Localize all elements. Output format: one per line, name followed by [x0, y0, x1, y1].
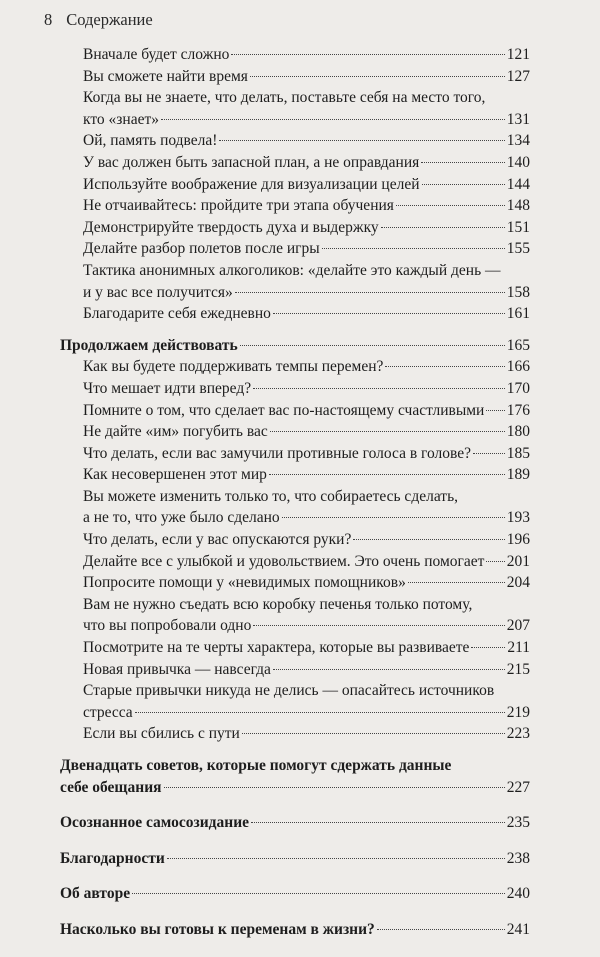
- toc-entry: [60, 238, 530, 260]
- dot-leader: [250, 76, 505, 77]
- toc-entry: [60, 486, 530, 529]
- dot-leader: [486, 561, 504, 562]
- toc-entry-title: что вы попробовали одно: [83, 617, 252, 635]
- toc-page-number: 238: [506, 849, 530, 867]
- dot-leader: [273, 313, 505, 314]
- toc-chapter: [60, 335, 530, 357]
- toc-page-number: 227: [506, 778, 530, 796]
- toc-entry-title: Не дайте «им» погубить вас: [83, 423, 268, 441]
- toc-entry-title: Вначале будет сложно: [83, 46, 230, 63]
- dot-leader: [471, 647, 505, 648]
- table-of-contents: [60, 44, 530, 941]
- toc-entry-title: Когда вы не знаете, что делать, поставьте себя на место того,: [83, 89, 486, 107]
- toc-chapter: [60, 812, 530, 834]
- toc-page-number: 134: [506, 132, 530, 150]
- toc-entry: [60, 723, 530, 745]
- toc-page-number: 240: [506, 885, 530, 903]
- dot-leader: [219, 140, 504, 141]
- toc-entry-title: Вы можете изменить только то, что собираетесь сделать,: [83, 487, 459, 505]
- dot-leader: [242, 733, 505, 734]
- toc-page-number: 166: [506, 358, 530, 376]
- dot-leader: [353, 539, 504, 540]
- toc-page-number: 189: [506, 466, 530, 484]
- toc-entry-title: Об авторе: [60, 885, 131, 903]
- toc-entry-title: и у вас все получится»: [83, 283, 233, 301]
- toc-page-number: 127: [506, 67, 530, 85]
- toc-entry-title: Используйте воображение для визуализации целей: [83, 175, 420, 193]
- dot-leader: [135, 712, 505, 713]
- toc-page-number: 155: [506, 240, 530, 258]
- toc-chapter: [60, 848, 530, 870]
- toc-page-number: 211: [507, 639, 530, 657]
- toc-entry: [60, 464, 530, 486]
- toc-entry: [60, 303, 530, 325]
- toc-entry-title: У вас должен быть запасной план, а не оправдания: [83, 153, 420, 171]
- dot-leader: [269, 474, 505, 475]
- toc-entry: [60, 378, 530, 400]
- toc-entry: [60, 443, 530, 465]
- toc-entry-title: Продолжаем действовать: [60, 336, 238, 354]
- toc-entry: [60, 356, 530, 378]
- toc-page-number: 235: [506, 814, 530, 832]
- toc-entry: [60, 572, 530, 594]
- toc-entry-title: Вам не нужно съедать всю коробку печенья только потому,: [83, 595, 473, 613]
- toc-entry: [60, 87, 530, 130]
- toc-page-number: 158: [506, 283, 530, 301]
- toc-entry-title: Демонстрируйте твердость духа и выдержку: [83, 218, 379, 236]
- toc-entry-title: Делайте все с улыбкой и удовольствием. Это очень помогает: [83, 552, 485, 570]
- dot-leader: [322, 248, 505, 249]
- toc-entry-title: Как несовершенен этот мир: [83, 466, 267, 484]
- toc-entry-title: стресса: [83, 703, 133, 721]
- dot-leader: [167, 858, 505, 859]
- toc-entry: [60, 195, 530, 217]
- toc-page-number: 201: [506, 552, 530, 570]
- dot-leader: [273, 669, 505, 670]
- toc-page-number: 161: [506, 305, 530, 323]
- toc-entry: [60, 680, 530, 723]
- toc-entry-title: Осознанное самосозидание: [60, 814, 250, 832]
- dot-leader: [486, 410, 504, 411]
- toc-page-number: 185: [506, 444, 530, 462]
- toc-page-number: 215: [506, 660, 530, 678]
- toc-entry-title: Насколько вы готовы к переменам в жизни?: [60, 920, 375, 938]
- dot-leader: [253, 625, 504, 626]
- toc-chapter: [60, 919, 530, 941]
- dot-leader: [408, 582, 505, 583]
- toc-entry-title: Благодарности: [60, 849, 165, 867]
- dot-leader: [132, 893, 505, 894]
- toc-entry: [60, 529, 530, 551]
- toc-entry-title: кто «знает»: [83, 110, 159, 128]
- toc-entry-title: Что делать, если у вас опускаются руки?: [83, 531, 352, 549]
- toc-page-number: 170: [506, 379, 530, 397]
- toc-entry: [60, 400, 530, 422]
- dot-leader: [164, 787, 505, 788]
- toc-entry-title: Если вы сбились с пути: [83, 725, 240, 743]
- toc-entry: [60, 152, 530, 174]
- toc-entry-title: Новая привычка — навсегда: [83, 660, 271, 678]
- toc-entry: [60, 44, 530, 66]
- toc-page-number: 140: [506, 153, 530, 171]
- toc-entry-title: Ой, память подвела!: [83, 132, 218, 150]
- toc-entry-title: Помните о том, что сделает вас по-настоящему счастливыми: [83, 401, 485, 419]
- dot-leader: [231, 54, 504, 55]
- dot-leader: [385, 366, 504, 367]
- toc-entry: [60, 594, 530, 637]
- toc-entry-title: Что делать, если вас замучили противные голоса в голове?: [83, 444, 472, 462]
- dot-leader: [422, 184, 505, 185]
- dot-leader: [396, 205, 505, 206]
- toc-entry-title: Что мешает идти вперед?: [83, 379, 252, 397]
- dot-leader: [253, 388, 505, 389]
- toc-entry: [60, 637, 530, 659]
- toc-entry-title: Посмотрите на те черты характера, которые вы развиваете: [83, 639, 470, 657]
- toc-page-number: 223: [506, 725, 530, 743]
- toc-page-number: 176: [506, 401, 530, 419]
- toc-entry-title: Не отчаивайтесь: пройдите три этапа обучения: [83, 197, 394, 215]
- page-header: [44, 10, 153, 30]
- toc-entry: [60, 130, 530, 152]
- dot-leader: [235, 292, 505, 293]
- running-title: Содержание: [66, 10, 153, 29]
- dot-leader: [251, 822, 505, 823]
- toc-page-number: 148: [506, 197, 530, 215]
- toc-entry-title: Тактика анонимных алкоголиков: «делайте это каждый день —: [83, 261, 501, 279]
- toc-chapter: [60, 883, 530, 905]
- toc-entry-title: Вы сможете найти время: [83, 67, 248, 85]
- dot-leader: [473, 453, 505, 454]
- toc-page-number: 180: [506, 423, 530, 441]
- toc-entry-title: Как вы будете поддерживать темпы перемен?: [83, 358, 384, 376]
- dot-leader: [282, 517, 505, 518]
- toc-page-number: 121: [506, 46, 530, 63]
- toc-entry: [60, 260, 530, 303]
- toc-page-number: 207: [506, 617, 530, 635]
- toc-page-number: 131: [506, 110, 530, 128]
- dot-leader: [161, 119, 505, 120]
- dot-leader: [381, 227, 505, 228]
- toc-page-number: 196: [506, 531, 530, 549]
- toc-chapter: [60, 755, 530, 798]
- toc-entry: [60, 66, 530, 88]
- toc-page-number: 204: [506, 574, 530, 592]
- dot-leader: [377, 929, 505, 930]
- toc-entry-title: а не то, что уже было сделано: [83, 509, 280, 527]
- toc-entry: [60, 659, 530, 681]
- toc-entry: [60, 551, 530, 573]
- toc-entry-title: Попросите помощи у «невидимых помощников»: [83, 574, 406, 592]
- dot-leader: [421, 162, 504, 163]
- toc-page-number: 193: [506, 509, 530, 527]
- toc-entry-title: Делайте разбор полетов после игры: [83, 240, 320, 258]
- toc-page-number: 241: [506, 920, 530, 938]
- toc-entry: [60, 421, 530, 443]
- page-number: 8: [44, 10, 53, 29]
- toc-entry-title: Старые привычки никуда не делись — опасайтесь источников: [83, 682, 495, 700]
- toc-page-number: 151: [506, 218, 530, 236]
- dot-leader: [240, 345, 505, 346]
- toc-page-number: 144: [506, 175, 530, 193]
- toc-entry-title: Двенадцать советов, которые помогут сдержать данные: [60, 757, 452, 774]
- toc-page-number: 219: [506, 703, 530, 721]
- toc-entry-title: себе обещания: [60, 778, 162, 796]
- toc-page-number: 165: [506, 336, 530, 354]
- toc-entry: [60, 174, 530, 196]
- toc-entry: [60, 217, 530, 239]
- toc-entry-title: Благодарите себя ежедневно: [83, 305, 271, 323]
- dot-leader: [270, 431, 505, 432]
